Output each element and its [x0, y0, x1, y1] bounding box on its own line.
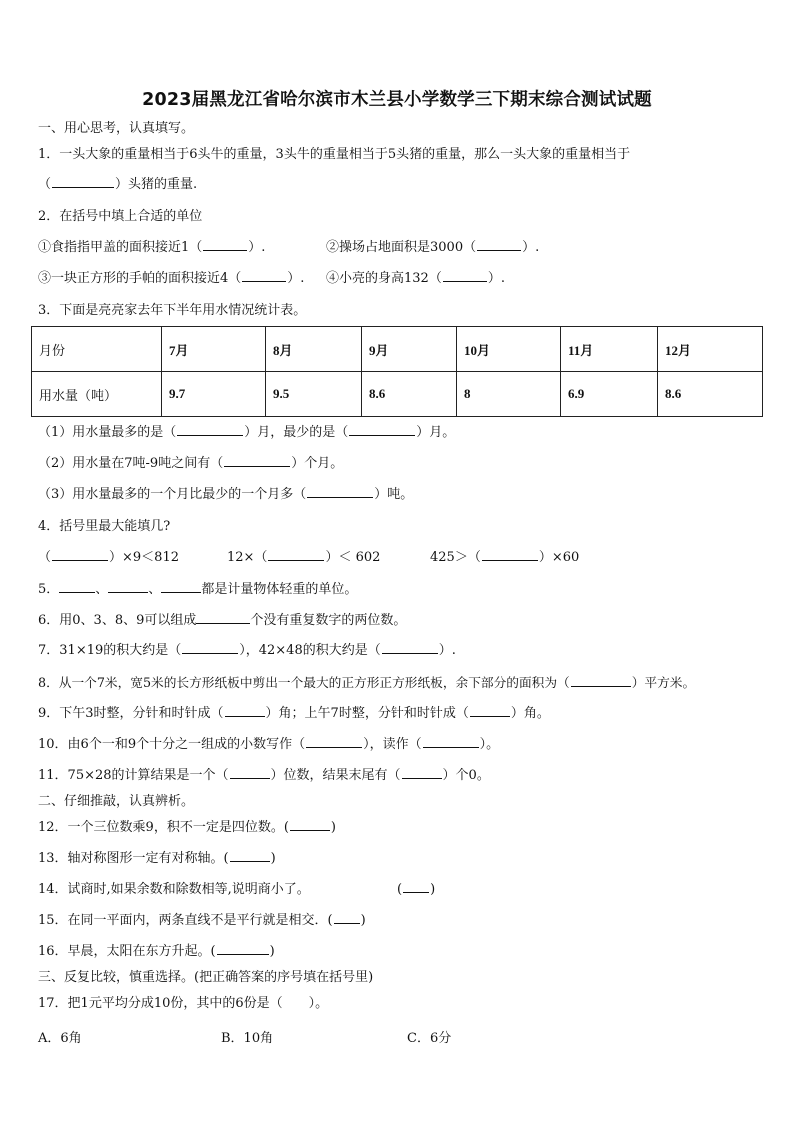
- q1-paren-open: （: [38, 177, 52, 192]
- q4-b-open: 12×（: [227, 550, 268, 565]
- q3-p2-end: ）个月。: [291, 456, 344, 471]
- q10-blank-2[interactable]: [423, 736, 479, 748]
- q5: [38, 580, 357, 599]
- q3-part2: [38, 455, 343, 473]
- section-1-heading: 一、用心思考，认真填写。: [38, 121, 195, 136]
- q7-mid: ），42×48的积大约是（: [239, 643, 381, 658]
- q2-d-blank[interactable]: [443, 270, 487, 282]
- q2-c-blank[interactable]: [242, 270, 286, 282]
- section-2-heading: 二、仔细推敲，认真辨析。: [38, 794, 195, 809]
- q5-end: 都是计量物体轻重的单位。: [201, 582, 358, 597]
- q14-answer: [397, 881, 435, 899]
- q3-p3-text: （3）用水量最多的一个月比最少的一个月多（: [38, 487, 307, 502]
- q14-end: ): [430, 882, 436, 897]
- q1-line1: 1．一头大象的重量相当于6头牛的重量，3头牛的重量相当于5头猪的重量，那么一头大象的重量相当于: [38, 147, 631, 162]
- q2-b-end: ）.: [522, 240, 540, 255]
- q8-blank[interactable]: [571, 675, 631, 687]
- q3-stem: 3．下面是亮亮家去年下半年用水情况统计表。: [38, 303, 307, 318]
- q1-line2: [38, 176, 197, 194]
- q15-text: 15．在同一平面内，两条直线不是平行就是相交．(: [38, 913, 333, 928]
- q10-mid: ），读作（: [363, 737, 422, 752]
- q11-blank-2[interactable]: [402, 767, 442, 779]
- q4-item-c: [430, 549, 579, 567]
- table-cell: 9.7: [162, 372, 266, 417]
- q2-item-d: [326, 270, 505, 288]
- q17-option-b[interactable]: B．10角: [221, 1031, 274, 1046]
- table-row: [32, 372, 763, 417]
- q7-blank-2[interactable]: [382, 642, 438, 654]
- q4-c-rest: ）×60: [538, 550, 580, 565]
- q13-blank[interactable]: [230, 850, 270, 862]
- q2-c-end: ）.: [287, 271, 305, 286]
- q15-end: ): [360, 913, 366, 928]
- q8-text: 8．从一个7米，宽5米的长方形纸板中剪出一个最大的正方形正方形纸板，余下部分的面积为（: [38, 675, 570, 690]
- q3-p3-end: ）吨。: [374, 487, 414, 502]
- q2-item-a: [38, 239, 265, 257]
- q3-p1-end: ）月。: [416, 425, 456, 440]
- q1-answer-blank[interactable]: [52, 176, 114, 188]
- page-title: 2023届黑龙江省哈尔滨市木兰县小学数学三下期末综合测试试题: [142, 90, 652, 110]
- q4-a-open: （: [38, 550, 52, 565]
- q3-p3-blank[interactable]: [307, 486, 373, 498]
- q9-blank-2[interactable]: [470, 705, 510, 717]
- q3-p1-blank-least[interactable]: [349, 424, 415, 436]
- q13: [38, 850, 276, 868]
- table-cell: 8: [457, 372, 561, 417]
- q5-sep1: 、: [95, 582, 109, 597]
- q4-a-blank[interactable]: [52, 549, 108, 561]
- q10-text: 10．由6个一和9个十分之一组成的小数写作（: [38, 737, 306, 752]
- q11-end: ）个0。: [442, 768, 490, 783]
- q14-text: 14．试商时,如果余数和除数相等,说明商小了。: [38, 882, 310, 897]
- q2-b-text: ②操场占地面积是3000（: [326, 240, 477, 255]
- q9: [38, 705, 550, 723]
- q3-p1-text: （1）用水量最多的是（: [38, 425, 177, 440]
- q3-part3: [38, 486, 413, 504]
- q4-a-rest: ）×9＜812: [109, 550, 179, 565]
- q10: [38, 736, 499, 754]
- q11-mid: ）位数，结果末尾有（: [270, 768, 401, 783]
- q4-b-rest: ）＜ 602: [325, 550, 381, 565]
- table-header-cell: 7月: [162, 327, 266, 372]
- q4-item-b: [227, 549, 380, 567]
- q11: [38, 767, 490, 785]
- q14: [38, 881, 310, 899]
- q5-number: 5．: [38, 582, 60, 597]
- q4-b-blank[interactable]: [268, 549, 324, 561]
- q8: [38, 674, 695, 692]
- table-cell: 8.6: [658, 372, 763, 417]
- q2-b-blank[interactable]: [477, 239, 521, 251]
- q2-a-end: ）.: [248, 240, 266, 255]
- q2-d-text: ④小亮的身高132（: [326, 271, 442, 286]
- q1-line2-rest: ）头猪的重量.: [115, 177, 198, 192]
- q11-blank-1[interactable]: [230, 767, 270, 779]
- q9-blank-1[interactable]: [225, 705, 265, 717]
- q14-open: (: [397, 882, 403, 897]
- q4-c-open: 425＞（: [430, 550, 481, 565]
- table-cell: 9.5: [266, 372, 362, 417]
- q15: [38, 912, 366, 930]
- table-header-row: [32, 327, 763, 372]
- q3-p1-mid: ）月，最少的是（: [244, 425, 349, 440]
- q13-end: ): [270, 851, 276, 866]
- q15-blank[interactable]: [334, 912, 360, 924]
- q2-a-text: ①食指指甲盖的面积接近1（: [38, 240, 203, 255]
- table-header-cell: 11月: [561, 327, 658, 372]
- q2-item-b: [326, 239, 539, 257]
- q13-text: 13．轴对称图形一定有对称轴。(: [38, 851, 229, 866]
- q12-blank[interactable]: [290, 819, 330, 831]
- q16-text: 16．早晨，太阳在东方升起。(: [38, 944, 216, 959]
- q3-p2-blank[interactable]: [224, 455, 290, 467]
- table-cell: 6.9: [561, 372, 658, 417]
- table-header-cell: 9月: [362, 327, 457, 372]
- q4-item-a: [38, 549, 179, 567]
- q7-blank-1[interactable]: [182, 642, 238, 654]
- q16: [38, 943, 275, 961]
- q6-end: 个没有重复数字的两位数。: [250, 613, 407, 628]
- q5-blank-3[interactable]: [161, 580, 201, 593]
- q17-option-c[interactable]: C．6分: [407, 1031, 452, 1046]
- q6: [38, 611, 406, 630]
- q17-stem: 17．把1元平均分成10份，其中的6份是（ ）。: [38, 996, 329, 1011]
- q5-blank-1[interactable]: [59, 580, 95, 593]
- q2-a-blank[interactable]: [203, 239, 247, 251]
- q3-part1: [38, 424, 455, 442]
- q2-d-end: ）.: [487, 271, 505, 286]
- q5-sep2: 、: [148, 582, 162, 597]
- q6-text: 6．用0、3、8、9可以组成: [38, 613, 197, 628]
- q7-text: 7．31×19的积大约是（: [38, 643, 182, 658]
- table-header-cell: 8月: [266, 327, 362, 372]
- q8-end: ）平方米。: [631, 675, 696, 690]
- q10-end: ）。: [479, 737, 500, 752]
- q9-mid: ）角；上午7时整，分针和时针成（: [265, 706, 469, 721]
- section-3-heading: 三、反复比较，慎重选择。(把正确答案的序号填在括号里): [38, 970, 374, 985]
- table-header-cell: 10月: [457, 327, 561, 372]
- q11-text: 11．75×28的计算结果是一个（: [38, 768, 229, 783]
- q2-item-c: [38, 270, 304, 288]
- q2-c-text: ③一块正方形的手帕的面积接近4（: [38, 271, 242, 286]
- q16-blank[interactable]: [217, 943, 269, 955]
- q12-text: 12．一个三位数乘9，积不一定是四位数。(: [38, 820, 289, 835]
- table-cell: 8.6: [362, 372, 457, 417]
- q12-end: ): [330, 820, 336, 835]
- q3-p2-text: （2）用水量在7吨-9吨之间有（: [38, 456, 224, 471]
- table-header-cell: 12月: [658, 327, 763, 372]
- q5-blank-2[interactable]: [108, 580, 148, 593]
- q2-stem: 2．在括号中填上合适的单位: [38, 209, 203, 224]
- q4-stem: 4．括号里最大能填几?: [38, 519, 171, 534]
- q9-end: ）角。: [510, 706, 550, 721]
- q14-blank[interactable]: [403, 881, 429, 893]
- q4-c-blank[interactable]: [482, 549, 538, 561]
- q12: [38, 819, 336, 837]
- water-usage-table: [31, 326, 763, 417]
- q9-text: 9．下午3时整，分针和时针成（: [38, 706, 224, 721]
- q7: [38, 642, 456, 660]
- q3-p1-blank-most[interactable]: [177, 424, 243, 436]
- q10-blank-1[interactable]: [306, 736, 362, 748]
- table-cell: 用水量（吨）: [32, 372, 162, 417]
- table-header-cell: 月份: [32, 327, 162, 372]
- q17-option-a[interactable]: A．6角: [38, 1031, 82, 1046]
- q7-end: ）.: [438, 643, 456, 658]
- q16-end: ): [269, 944, 275, 959]
- q6-blank[interactable]: [196, 611, 250, 624]
